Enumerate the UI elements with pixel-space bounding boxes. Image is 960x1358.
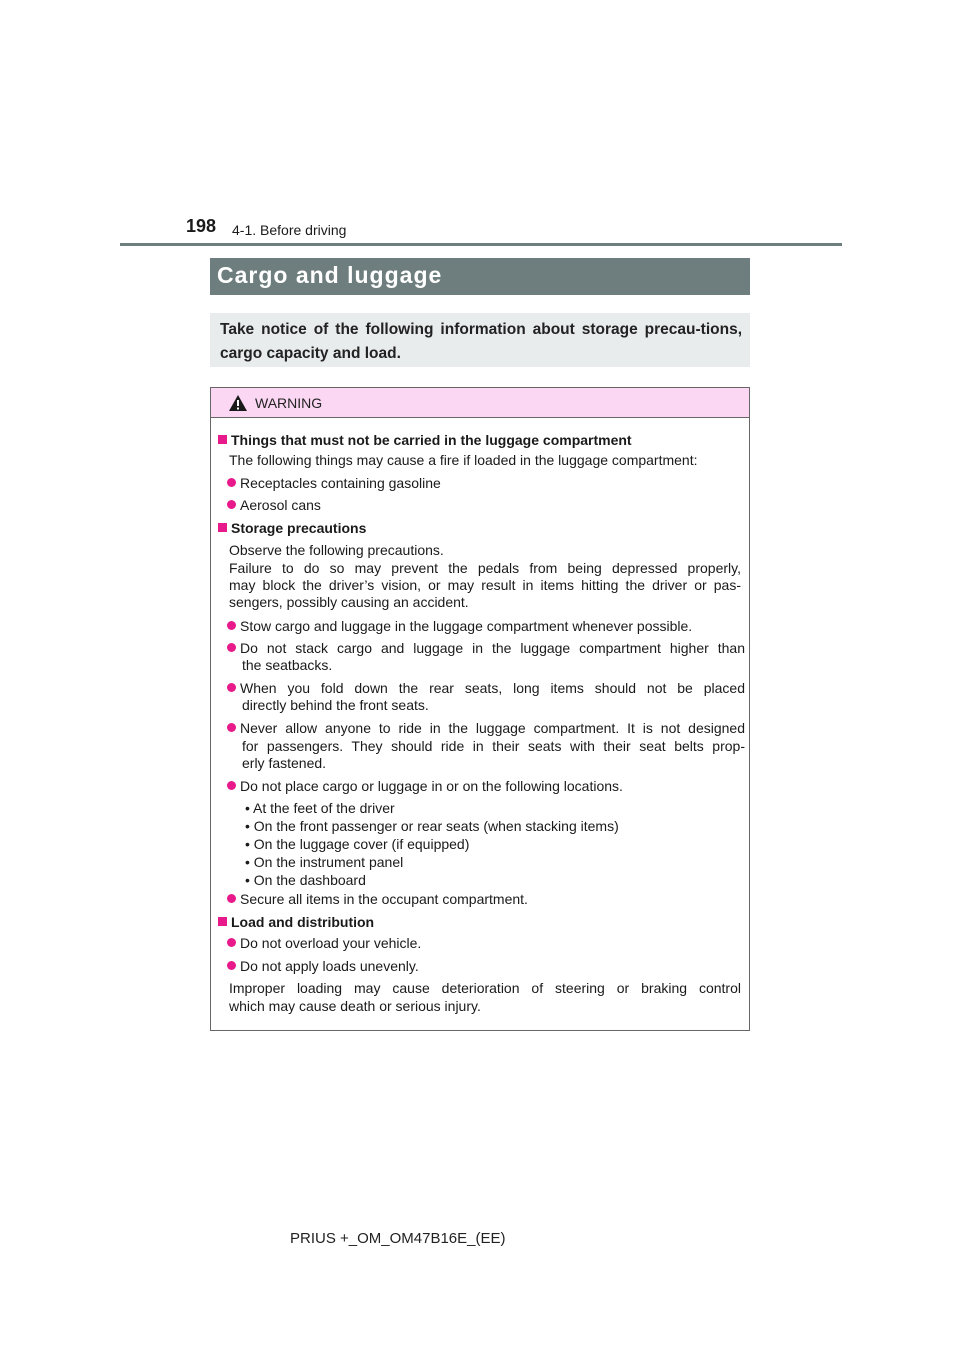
paragraph-line: which may cause death or serious injury. <box>229 998 481 1014</box>
sub-list-item: • At the feet of the driver <box>245 800 395 816</box>
heading-text: Storage precautions <box>231 520 367 536</box>
title-bar <box>210 258 750 295</box>
list-item-text: Do not apply loads unevenly. <box>240 958 419 974</box>
list-item <box>227 496 321 514</box>
page-title: Cargo and luggage <box>217 262 443 288</box>
footer-code: PRIUS +_OM_OM47B16E_(EE) <box>290 1230 506 1247</box>
list-item-text: Do not stack cargo and luggage in the luggage compartment higher than <box>240 640 745 656</box>
list-item <box>227 474 441 492</box>
warning-label: WARNING <box>255 395 323 411</box>
warning-box <box>210 387 750 1031</box>
list-item <box>227 719 745 737</box>
list-item-continued: for passengers. They should ride in their seats with their seat belts prop- <box>242 738 745 754</box>
circle-bullet-icon <box>227 938 236 947</box>
sub-list-item: • On the instrument panel <box>245 854 404 870</box>
list-item <box>227 934 421 952</box>
sub-list-item: • On the dashboard <box>245 872 366 888</box>
list-item <box>227 890 528 908</box>
list-item <box>227 617 692 635</box>
list-item-continued: erly fastened. <box>242 755 327 771</box>
section1-text: The following things may cause a fire if loaded in the luggage compartment: <box>229 452 698 468</box>
list-item <box>227 639 745 657</box>
list-item-text: Never allow anyone to ride in the luggage compartment. It is not designed <box>240 720 745 736</box>
paragraph-line: Failure to do so may prevent the pedals from being depressed properly, <box>229 560 741 576</box>
list-item <box>227 957 419 975</box>
page-number: 198 <box>186 216 217 236</box>
circle-bullet-icon <box>227 621 236 630</box>
intro-box <box>210 313 750 367</box>
square-bullet-icon <box>218 523 227 532</box>
list-item-text: Stow cargo and luggage in the luggage compartment whenever possible. <box>240 618 693 634</box>
heading-text: Load and distribution <box>231 914 375 930</box>
list-item-text: Do not overload your vehicle. <box>240 935 422 951</box>
heading-storage-precautions <box>218 519 366 537</box>
list-item-text: Receptacles containing gasoline <box>240 475 441 491</box>
list-item <box>227 777 623 795</box>
sub-list-item: • On the front passenger or rear seats (when stacking items) <box>245 818 619 834</box>
list-item-text: Do not place cargo or luggage in or on the following locations. <box>240 778 623 794</box>
list-item-continued: directly behind the front seats. <box>242 697 429 713</box>
heading-text: Things that must not be carried in the luggage compartment <box>231 432 632 448</box>
section-label: 4-1. Before driving <box>232 222 347 238</box>
circle-bullet-icon <box>227 723 236 732</box>
intro-text: Take notice of the following information about storage precau-tions, cargo capacity and load. <box>220 321 742 362</box>
heading-load-distribution <box>218 913 374 931</box>
list-item-text: Secure all items in the occupant compartment. <box>240 891 528 907</box>
paragraph-line: Improper loading may cause deterioration of steering or braking control <box>229 980 741 996</box>
list-item-continued: the seatbacks. <box>242 657 333 673</box>
list-item-text: Aerosol cans <box>240 497 321 513</box>
circle-bullet-icon <box>227 781 236 790</box>
header-rule <box>120 243 842 246</box>
circle-bullet-icon <box>227 894 236 903</box>
square-bullet-icon <box>218 917 227 926</box>
square-bullet-icon <box>218 435 227 444</box>
circle-bullet-icon <box>227 500 236 509</box>
heading-things-not-carried <box>218 431 632 449</box>
paragraph-line: may block the driver’s vision, or may result in items hitting the driver or pas- <box>229 577 741 593</box>
circle-bullet-icon <box>227 478 236 487</box>
circle-bullet-icon <box>227 961 236 970</box>
circle-bullet-icon <box>227 643 236 652</box>
warning-header <box>211 388 749 418</box>
list-item-text: When you fold down the rear seats, long items should not be placed <box>240 680 745 696</box>
sub-list-item: • On the luggage cover (if equipped) <box>245 836 470 852</box>
circle-bullet-icon <box>227 683 236 692</box>
list-item <box>227 679 745 697</box>
paragraph-line: Observe the following precautions. <box>229 542 444 558</box>
paragraph-line: sengers, possibly causing an accident. <box>229 594 469 610</box>
warning-triangle-icon <box>228 394 248 412</box>
